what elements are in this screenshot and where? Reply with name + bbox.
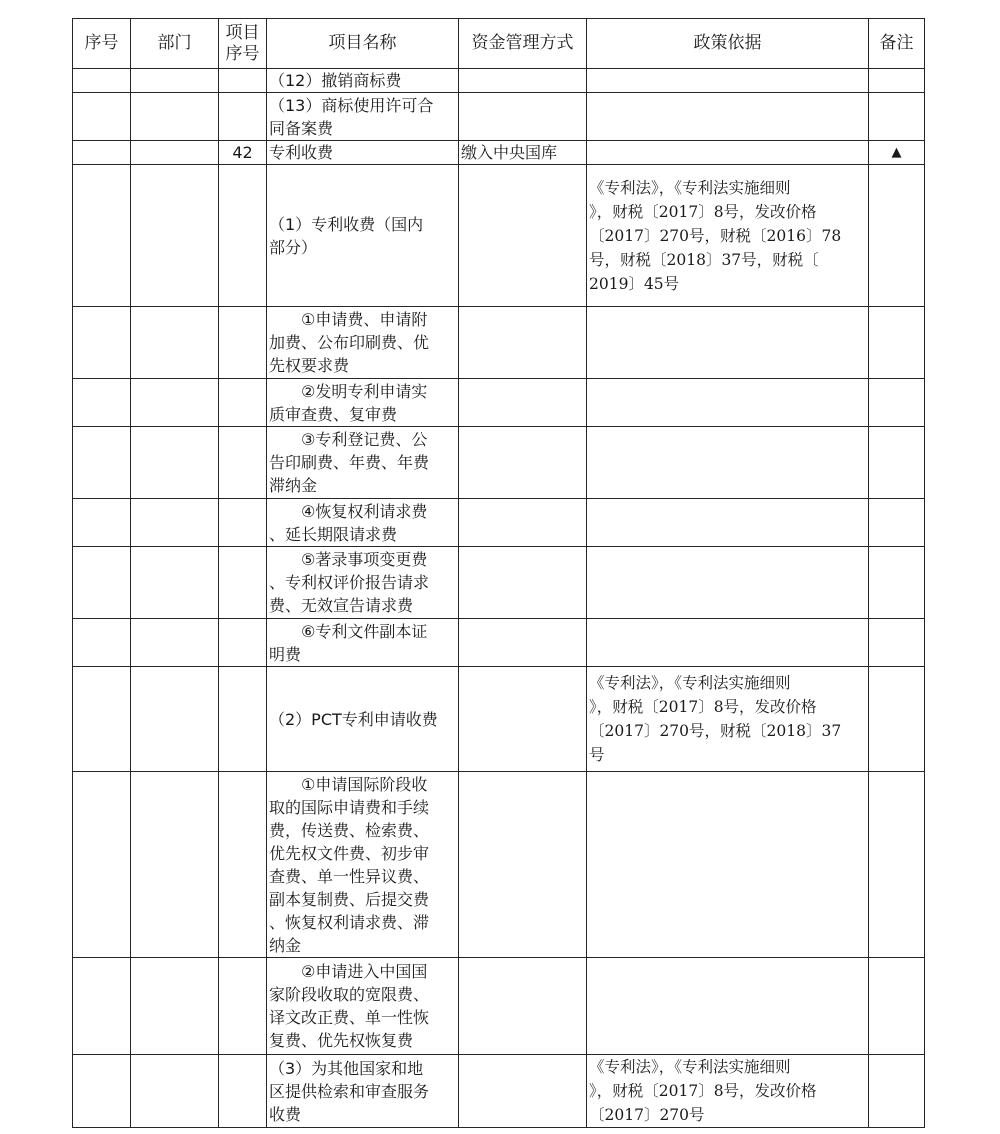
item-name-cell: ①申请费、申请附 加费、公布印刷费、优 先权要求费 xyxy=(267,307,459,379)
table-row xyxy=(73,667,925,772)
item-name-cell: ④恢复权利请求费 、延长期限请求费 xyxy=(267,499,459,547)
item-name-cell: （2）PCT专利申请收费 xyxy=(267,667,459,772)
remark-cell: ▲ xyxy=(869,141,925,165)
table-row xyxy=(73,1055,925,1128)
item-name-cell: ①申请国际阶段收 取的国际申请费和手续 费，传送费、检索费、 优先权文件费、初步审 查费、单一性异议费、 副本复制费、后提交费 、恢复权利请求费、滞 纳金 xyxy=(267,772,459,958)
header-policy: 政策依据 xyxy=(587,19,869,69)
item-name-cell: （1）专利收费（国内 部分） xyxy=(267,165,459,307)
policy-cell: 《专利法》，《专利法实施细则 》，财税〔2017〕8号，发改价格 〔2017〕270号，财税〔2016〕78 号，财税〔2018〕37号，财税〔 2019〕45号 xyxy=(587,165,869,307)
table-row xyxy=(73,93,925,141)
header-seq: 序号 xyxy=(73,19,131,69)
table-row xyxy=(73,547,925,619)
item-name-cell: ②申请进入中国国 家阶段收取的宽限费、 译文改正费、单一性恢 复费、优先权恢复费 xyxy=(267,958,459,1055)
item-name-cell: （13）商标使用许可合 同备案费 xyxy=(267,93,459,141)
header-dept: 部门 xyxy=(131,19,219,69)
table-row xyxy=(73,307,925,379)
table-row xyxy=(73,958,925,1055)
policy-cell: 《专利法》，《专利法实施细则 》，财税〔2017〕8号，发改价格 〔2017〕270号 xyxy=(587,1055,869,1128)
policy-cell: 《专利法》，《专利法实施细则 》，财税〔2017〕8号，发改价格 〔2017〕270号，财税〔2018〕37 号 xyxy=(587,667,869,772)
header-item-name: 项目名称 xyxy=(267,19,459,69)
table-row xyxy=(73,379,925,427)
item-seq-cell: 42 xyxy=(219,141,267,165)
table-row xyxy=(73,141,925,165)
item-name-cell: ③专利登记费、公 告印刷费、年费、年费 滞纳金 xyxy=(267,427,459,499)
table-header-row xyxy=(73,19,925,69)
header-remark: 备注 xyxy=(869,19,925,69)
table-row xyxy=(73,619,925,667)
fee-table xyxy=(72,18,925,1128)
table-row xyxy=(73,165,925,307)
header-fund-mgmt: 资金管理方式 xyxy=(459,19,587,69)
header-item-seq: 项目 序号 xyxy=(219,19,267,69)
item-name-cell: 专利收费 xyxy=(267,141,459,165)
table-row xyxy=(73,427,925,499)
item-name-cell: ②发明专利申请实 质审查费、复审费 xyxy=(267,379,459,427)
item-name-cell: （3）为其他国家和地 区提供检索和审查服务 收费 xyxy=(267,1055,459,1128)
item-name-cell: （12）撤销商标费 xyxy=(267,69,459,93)
table-row xyxy=(73,69,925,93)
fund-mgmt-cell: 缴入中央国库 xyxy=(459,141,587,165)
item-name-cell: ⑤著录事项变更费 、专利权评价报告请求 费、无效宣告请求费 xyxy=(267,547,459,619)
table-row xyxy=(73,499,925,547)
item-name-cell: ⑥专利文件副本证 明费 xyxy=(267,619,459,667)
table-row xyxy=(73,772,925,958)
